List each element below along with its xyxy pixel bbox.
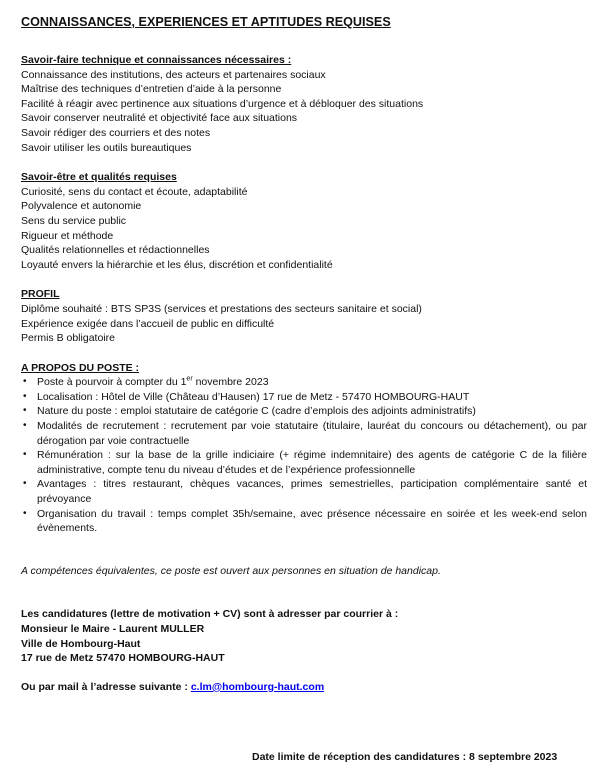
profil-item: Permis B obligatoire <box>21 332 115 345</box>
poste-item <box>21 419 587 448</box>
bullet-icon: • <box>23 376 27 388</box>
document-page <box>21 14 587 694</box>
savoir-faire-item: Maîtrise des techniques d’entretien d’aide à la personne <box>21 83 282 96</box>
savoir-faire-item: Connaissance des institutions, des acteurs et partenaires sociaux <box>21 68 326 81</box>
savoir-etre-heading: Savoir-être et qualités requises <box>21 171 177 184</box>
contact-line: Les candidatures (lettre de motivation + CV) sont à adresser par courrier à : <box>21 608 399 621</box>
poste-list <box>21 375 587 536</box>
contact-line: 17 rue de Metz 57470 HOMBOURG-HAUT <box>21 652 225 665</box>
poste-item-text: Localisation : Hôtel de Ville (Château d’Hausen) 17 rue de Metz - 57470 HOMBOURG-HAUT <box>37 390 470 403</box>
savoir-faire-item: Savoir utiliser les outils bureautiques <box>21 141 192 154</box>
savoir-etre-item: Loyauté envers la hiérarchie et les élus, discrétion et confidentialité <box>21 258 333 271</box>
savoir-faire-heading: Savoir-faire technique et connaissances nécessaires : <box>21 54 292 66</box>
poste-item-text: Rémunération : sur la base de la grille indiciaire (+ régime indemnitaire) des agents de catégorie C de la filière administrative, compte tenu du niveau d’études et de l’expérience professionnelle <box>37 449 587 476</box>
bullet-icon: • <box>23 420 27 432</box>
profil-section <box>21 287 587 345</box>
bullet-icon: • <box>23 390 27 402</box>
savoir-etre-item: Rigueur et méthode <box>21 229 114 242</box>
profil-heading: PROFIL <box>21 288 60 301</box>
contact-line: Ville de Hombourg-Haut <box>21 637 141 650</box>
mail-line <box>21 680 587 695</box>
poste-item <box>21 390 587 405</box>
poste-item <box>21 404 587 419</box>
poste-item-text: Avantages : titres restaurant, chèques vacances, primes semestrielles, participation complémentaire santé et prévoyance <box>37 478 587 506</box>
bullet-icon: • <box>23 478 27 490</box>
poste-item-text: Modalités de recrutement : recrutement par voie statutaire (titulaire, lauréat du concours ou détachement), ou par dérogation par voie contractuelle <box>37 420 587 447</box>
savoir-faire-item: Facilité à réagir avec pertinence aux situations d’urgence et à débloquer des situations <box>21 97 424 110</box>
poste-start-text: Poste à pourvoir à compter du 1 <box>37 376 187 389</box>
bullet-icon: • <box>23 449 27 461</box>
poste-item <box>21 507 587 536</box>
poste-item <box>21 448 587 477</box>
savoir-etre-item: Curiosité, sens du contact et écoute, adaptabilité <box>21 185 248 198</box>
mail-prefix: Ou par mail à l’adresse suivante : <box>21 680 191 693</box>
savoir-faire-section <box>21 53 587 155</box>
savoir-etre-item: Qualités relationnelles et rédactionnelles <box>21 244 210 257</box>
deadline-text: Date limite de réception des candidatures : 8 septembre 2023 <box>252 751 558 763</box>
profil-item: Diplôme souhaité : BTS SP3S (services et prestations des secteurs sanitaire et social) <box>21 302 422 315</box>
savoir-faire-item: Savoir rédiger des courriers et des notes <box>21 126 211 139</box>
bullet-icon: • <box>23 507 27 519</box>
poste-heading: A PROPOS DU POSTE : <box>21 361 140 374</box>
poste-start-date: novembre 2023 <box>192 376 269 389</box>
poste-item <box>21 375 587 390</box>
savoir-faire-item: Savoir conserver neutralité et objectivité face aux situations <box>21 112 298 125</box>
savoir-etre-item: Sens du service public <box>21 214 127 227</box>
email-link[interactable]: c.lm@hombourg-haut.com <box>190 680 325 693</box>
savoir-etre-section <box>21 170 587 272</box>
handicap-note: A compétences équivalentes, ce poste est ouvert aux personnes en situation de handicap. <box>21 564 441 577</box>
document-title: CONNAISSANCES, EXPERIENCES ET APTITUDES REQUISES <box>21 15 391 29</box>
poste-item <box>21 477 587 506</box>
savoir-etre-item: Polyvalence et autonomie <box>21 200 142 213</box>
contact-line: Monsieur le Maire - Laurent MULLER <box>21 623 205 635</box>
ordinal-suffix: er <box>186 375 193 383</box>
poste-section <box>21 361 587 536</box>
profil-item: Expérience exigée dans l’accueil de public en difficulté <box>21 317 275 330</box>
poste-item-text: Nature du poste : emploi statutaire de catégorie C (cadre d’emplois des adjoints administratifs) <box>37 405 476 418</box>
contact-block <box>21 607 587 665</box>
bullet-icon: • <box>23 405 27 417</box>
poste-item-text: Organisation du travail : temps complet 35h/semaine, avec présence nécessaire en soirée et les week-end selon évènements. <box>37 507 587 535</box>
